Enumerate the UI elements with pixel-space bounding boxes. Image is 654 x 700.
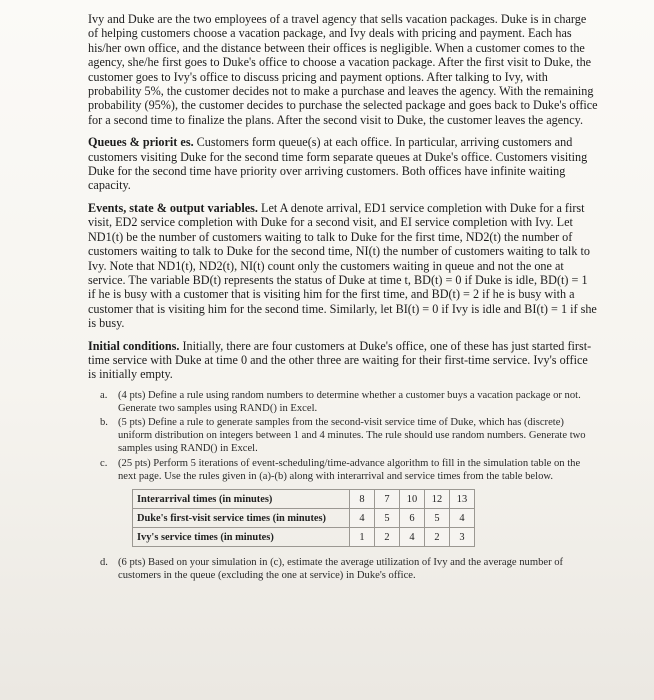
table-cell: 13 [450,490,475,509]
table-row [133,509,475,528]
question-b [88,417,598,455]
service-times-table [132,489,475,547]
queues-heading: Queues & priorit es. [88,135,194,150]
row-label: Ivy's service times (in minutes) [133,528,350,547]
events-text: Let A denote arrival, ED1 service completion with Duke for a first visit, ED2 service completion with Duke for a second visit, and EI service completion with Ivy. Let ND1(t) be the number of customers waiting to talk to Duke for the first time, ND2(t) the number of customers waiting to talk to Duke for the second time, NI(t) the number of customers waiting to talk to Ivy. Note that ND1(t), ND2(t), NI(t) count only the customers waiting in queue and not the one at service. The variable BD(t) represents the status of Duke at time t, BD(t) = 0 if Duke is idle, BD(t) = 1 if he is busy with a customer that is visiting him for the first time, and BD(t) = 2 if he is busy with a customer that is visiting him for the second time. Similarly, let BI(t) = 0 if Ivy is idle and BI(t) = 1 if she is busy. [88,200,597,331]
question-b-marker: b. [100,417,108,429]
question-d [88,557,598,583]
table-cell: 4 [400,528,425,547]
row-label: Interarrival times (in minutes) [133,490,350,509]
table-cell: 2 [425,528,450,547]
question-c-text: (25 pts) Perform 5 iterations of event-scheduling/time-advance algorithm to fill in the simulation table on the next page. Use the rules given in (a)-(b) along with interarrival and service times from the table below. [118,457,581,482]
table-cell: 6 [400,509,425,528]
question-b-text: (5 pts) Define a rule to generate samples from the second-visit service time of Duke, which has (discrete) uniform distribution on integers between 1 and 4 minutes. The rule should use random numbers. Generate two samples using RAND() in Excel. [118,417,586,454]
intro-paragraph: Ivy and Duke are the two employees of a travel agency that sells vacation packages. Duke is in charge of helping customers choose a vacation package, and Ivy deals with pricing and payment. Each has his/her own office, and the distance between their offices is negligible. When a customer comes to the agency, she/he first goes to Duke's office to choose a vacation package. After the first visit to Duke, the customer goes to Ivy's office to discuss pricing and payment options. After talking to Ivy, with probability 5%, the customer decides not to make a purchase and leaves the agency. With the remaining probability (95%), the customer decides to purchase the selected package and goes back to Duke's office for a second time to finalize the plans. After the second visit to Duke, the customer leaves the agency. [88,12,598,127]
initial-text: Initially, there are four customers at Duke's office, one of these has just started first-time service with Duke at time 0 and the other three are waiting for their first-time service. Ivy's office is initially empty. [88,338,592,382]
question-a [88,390,598,416]
table-cell: 10 [400,490,425,509]
table-cell: 5 [425,509,450,528]
table-cell: 4 [450,509,475,528]
initial-heading: Initial conditions. [88,338,180,353]
question-a-marker: a. [100,389,108,401]
table-cell: 5 [375,509,400,528]
table-cell: 12 [425,490,450,509]
table-cell: 3 [450,528,475,547]
question-c-marker: c. [100,457,108,469]
table-cell: 4 [350,509,375,528]
initial-conditions-paragraph [88,339,598,382]
row-label: Duke's first-visit service times (in minutes) [133,509,350,528]
question-list [88,390,598,484]
question-d-list [88,557,598,583]
table-cell: 2 [375,528,400,547]
queues-paragraph [88,135,598,193]
events-paragraph [88,201,598,331]
queues-text: Customers form queue(s) at each office. In particular, arriving customers and customers visiting Duke for the second time form separate queues at Duke's office. Customers visiting Duke for the second time have priority over arriving customers. Both offices have infinite waiting capacity. [88,135,588,193]
table-cell: 1 [350,528,375,547]
table-row [133,490,475,509]
question-d-text: (6 pts) Based on your simulation in (c), estimate the average utilization of Ivy and the average number of customers in the queue (excluding the one at service) in Duke's office. [118,557,564,582]
table-row [133,528,475,547]
question-a-text: (4 pts) Define a rule using random numbers to determine whether a customer buys a vacation package or not. Generate two samples using RAND() in Excel. [118,389,581,414]
question-c [88,458,598,484]
events-heading: Events, state & output variables. [88,200,258,215]
table-cell: 8 [350,490,375,509]
table-cell: 7 [375,490,400,509]
question-d-marker: d. [100,557,108,569]
